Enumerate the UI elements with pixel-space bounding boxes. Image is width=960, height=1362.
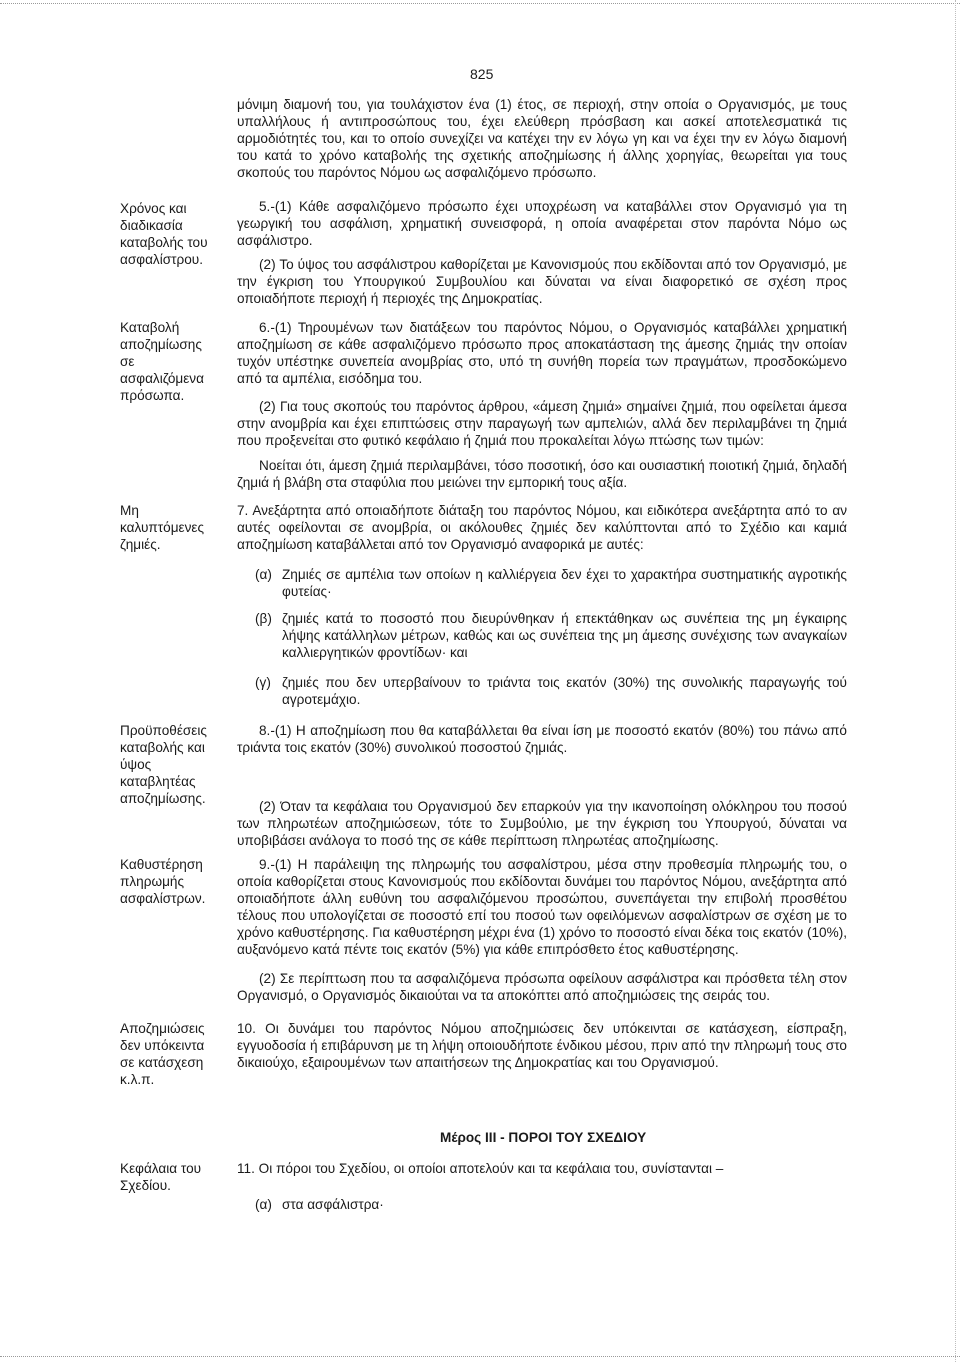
section-5-2-text: (2) Το ύψος του ασφάλιστρου καθορίζεται με Κανονισμούς που εκδίδονται από τον Οργανισμό, με την έγκριση του Υπουργικού Συμβουλίου και δύναται να είναι διαφορετικό σε σχέση προς οποιαδήποτε περιοχή ή περιοχές της Δημοκρατίας. (237, 257, 847, 306)
section-5-2 (237, 256, 847, 307)
intro-text: μόνιμη διαμονή του, για τουλάχιστον ένα (1) έτος, σε περιοχή, στην οποία ο Οργανισμός, με τους υπαλλήλους ή αντιπροσώπους του, έχει ελεύθερη πρόσβαση και ασκεί αποτελεσματικά τις αρμοδιότητές του, και το οποίο συνεχίζει να κατέχει την εν λόγω γη και να έχει την εν λόγω διαμονή του κατά το χρόνο καταβολής της σχετικής αποζημίωσης ή άλλης χορηγίας, θεωρείται για τους σκοπούς του παρόντος Νόμου ως ασφαλιζόμενο πρόσωπο. (237, 97, 847, 180)
section-10 (237, 1020, 847, 1071)
margin-note-section-6: Καταβολή αποζημίωσης σε ασφαλιζόμενα πρόσωπα. (120, 320, 204, 403)
section-9-1 (237, 856, 847, 958)
section-7 (237, 502, 847, 553)
intro-paragraph (237, 96, 847, 181)
list-item (255, 566, 847, 600)
section-6-proviso (237, 457, 847, 491)
list-marker: (α) (255, 567, 272, 582)
section-9-2 (237, 970, 847, 1004)
section-6-2-text: (2) Για τους σκοπούς του παρόντος άρθρου, «άμεση ζημιά» σημαίνει ζημιά, που οφείλεται άμεσα στην ανομβρία και έχει επιπτώσεις στην παραγωγή των αμπελιών, αλλά δεν περιλαμβάνει τη ζημιά που προξενείται στο φυτικό κεφάλαιο ή ζημιά που προκαλείται λόγω πτώσης των τιμών: (237, 399, 847, 448)
list-item (255, 674, 847, 708)
part-heading: Μέρος III - ΠΟΡΟΙ ΤΟΥ ΣΧΕΔΙΟΥ (440, 1130, 647, 1145)
margin-note-section-5: Χρόνος και διαδικασία καταβολής του ασφαλίστρου. (120, 201, 208, 267)
section-11 (237, 1160, 847, 1177)
list-marker: (β) (255, 611, 272, 626)
margin-note-section-10: Αποζημιώσεις δεν υπόκειντα σε κατάσχεση κ.λ.π. (120, 1021, 205, 1087)
section-6-proviso-text: Νοείται ότι, άμεση ζημιά περιλαμβάνει, τόσο ποσοτική, όσο και ουσιαστική ποιοτική ζημιά, δηλαδή ζημιά ή βλάβη στα σταφύλια που μειώνει την εμπορική τους αξία. (237, 458, 847, 490)
list-marker: (γ) (255, 675, 271, 690)
section-8-2 (237, 798, 847, 849)
list-text: Ζημιές σε αμπέλια των οποίων η καλλιέργεια δεν έχει το χαρακτήρα συστηματικής αγροτικής φυτείας· (282, 567, 847, 599)
page-number: 825 (470, 66, 494, 82)
margin-note-section-11: Κεφάλαια του Σχεδίου. (120, 1161, 202, 1193)
section-6-2 (237, 398, 847, 449)
section-7-text: 7. Ανεξάρτητα από οποιαδήποτε διάταξη του παρόντος Νόμου, και ειδικότερα ανεξάρτητα από το αν αυτές οφείλονται σε ανομβρία, οι ακόλουθες ζημιές δεν καλύπτονται από το Σχέδιο και καμιά αποζημίωση καταβάλλεται από τον Οργανισμό αναφορικά με αυτές: (237, 503, 847, 552)
margin-note-section-8: Προϋποθέσεις καταβολής και ύψος καταβλητέας αποζημίωσης. (120, 723, 207, 806)
section-8-1 (237, 722, 847, 756)
section-6-1 (237, 319, 847, 387)
list-text: στα ασφάλιστρα· (282, 1197, 384, 1212)
section-6-1-text: 6.-(1) Τηρουμένων των διατάξεων του παρόντος Νόμου, ο Οργανισμός καταβάλλει χρηματική αποζημίωση σε κάθε ασφαλιζόμενο πρόσωπο προς αποκατάσταση της άμεσης ζημιάς την οποίαν τυχόν υπέστηκε συνεπεία ανομβρίας στο, υπό τη συνήθη πορεία των πραγμάτων, προσδοκώμενο από τα αμπέλια, εισόδημα του. (237, 320, 847, 386)
scan-edge-right (955, 0, 956, 1362)
list-item (255, 1196, 847, 1213)
list-item (255, 610, 847, 661)
scan-edge-bottom (0, 1356, 960, 1357)
section-9-2-text: (2) Σε περίπτωση που τα ασφαλιζόμενα πρόσωπα οφείλουν ασφάλιστρα και πρόσθετα τέλη στον Οργανισμό, ο Οργανισμός δικαιούται να τα αποκόπτει από αποζημιώσεις της σειράς του. (237, 971, 847, 1003)
list-text: ζημιές που δεν υπερβαίνουν το τριάντα τοις εκατόν (30%) της συνολικής παραγωγής τού αγροτεμάχιο. (282, 675, 847, 707)
section-10-text: 10. Οι δυνάμει του παρόντος Νόμου αποζημιώσεις δεν υπόκεινται σε κατάσχεση, είσπραξη, εγγυοδοσία ή επιβάρυνση με τη λήψη οποιουδήποτε ένδικου μέσου, πριν από την πληρωμή τους στο δικαιούχο, εξαιρουμένων των απαιτήσεων της Δημοκρατίας και του Οργανισμού. (237, 1021, 847, 1070)
section-11-text: 11. Οι πόροι του Σχεδίου, οι οποίοι αποτελούν και τα κεφάλαια του, συνίστανται – (237, 1161, 724, 1176)
section-8-1-text: 8.-(1) Η αποζημίωση που θα καταβάλλεται θα είναι ίση με ποσοστό εκατόν (80%) του πάνω από τριάντα τοις εκατόν (30%) συνολικού ποσοστού ζημιάς. (237, 723, 847, 755)
margin-note-section-9: Καθυστέρηση πληρωμής ασφαλίστρων. (120, 857, 206, 906)
section-9-1-text: 9.-(1) Η παράλειψη της πληρωμής του ασφαλίστρου, μέσα στην προθεσμία πληρωμής του, ο οποία καθορίζεται στους Κανονισμούς που εκδίδονται δυνάμει του παρόντος Νόμου, ανεξάρτητα από οποιαδήποτε άλλη ευθύνη του ασφαλιζόμενου προσώπου, συνεπάγεται την επιβολή προσθέτου τέλους που υπολογίζεται σε ποσοστό επί του ποσού των οφειλόμενων ασφαλίστρων σε σχέση με το χρόνο καθυστέρησης. Για καθυστέρηση μέχρι ένα (1) χρόνο το ποσοστό είναι δέκα τοις εκατόν (10%), αυξανόμενο κατά πέντε τοις εκατόν (5%) για κάθε επιπρόσθετο έτος καθυστέρησης. (237, 857, 847, 957)
scan-edge-top (0, 3, 960, 4)
section-5-1 (237, 198, 847, 249)
section-5-1-text: 5.-(1) Κάθε ασφαλιζόμενο πρόσωπο έχει υποχρέωση να καταβάλλει στον Οργανισμό για τη γεωργική του ασφάλιση, χρηματική συνεισφορά, η οποία αναφέρεται στον παρόντα Νόμο ως ασφάλιστρο. (237, 199, 847, 248)
list-text: ζημιές κατά το ποσοστό που διευρύνθηκαν ή επεκτάθηκαν ως συνέπεια της μη έγκαιρης λήψης κατάλληλων μέτρων, καθώς και ως συνέπεια της μη άμεσης συνέχισης των αναγκαίων καλλιεργητικών φροντίδων· και (282, 611, 847, 660)
section-8-2-text: (2) Όταν τα κεφάλαια του Οργανισμού δεν επαρκούν για την ικανοποίηση ολόκληρου του ποσού των πληρωτέων αποζημιώσεων, τότε το Συμβούλιο, με την έγκριση του Υπουργού, δύναται να υποβιβάσει ανάλογα το ποσό της σε κάθε περίπτωση πληρωτέας αποζημίωσης. (237, 799, 847, 848)
margin-note-section-7: Μη καλυπτόμενες ζημιές. (120, 503, 205, 552)
list-marker: (α) (255, 1197, 272, 1212)
